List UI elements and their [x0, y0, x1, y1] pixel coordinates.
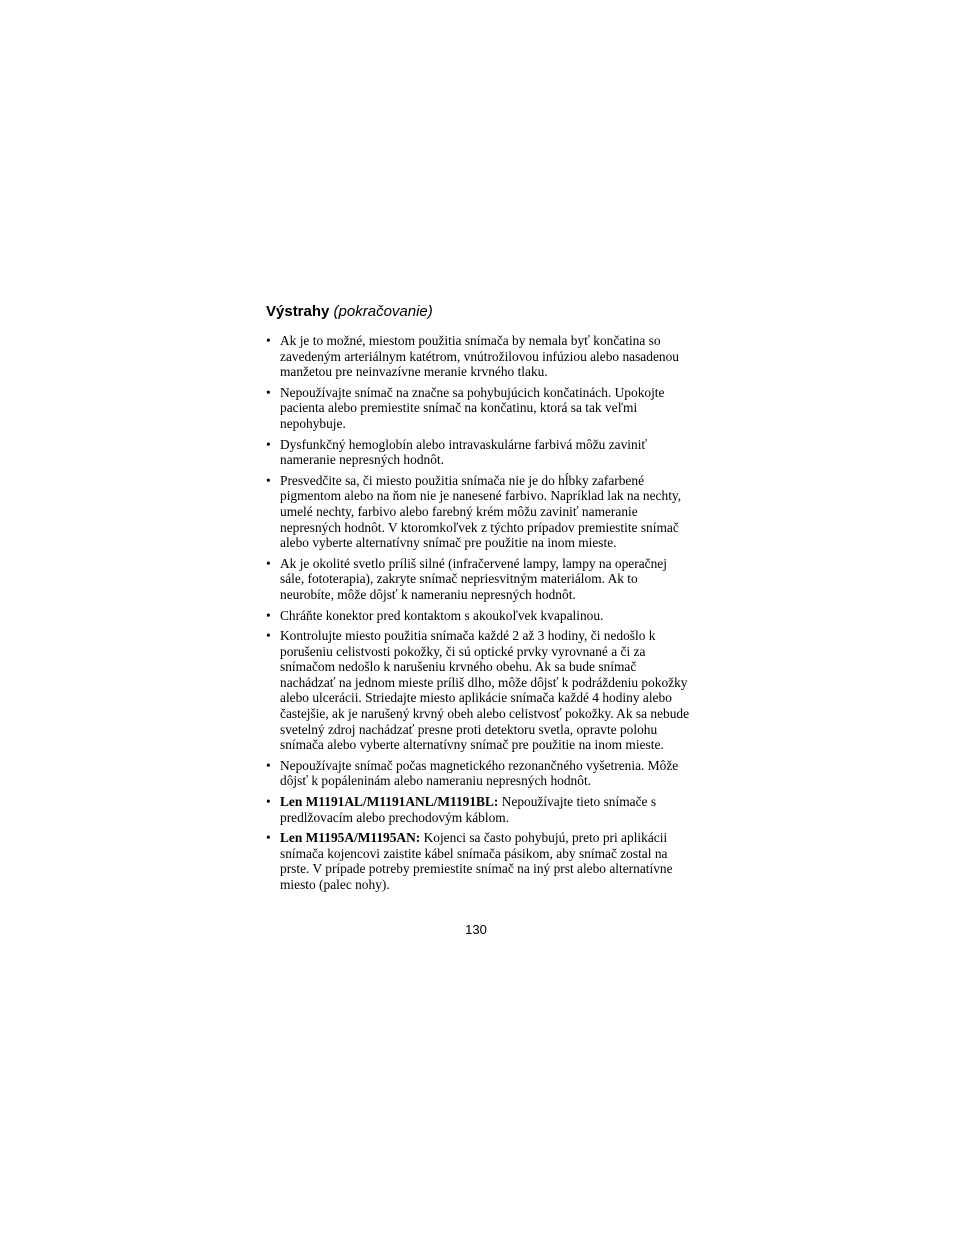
warning-item	[266, 437, 690, 468]
warning-text: Dysfunkčný hemoglobín alebo intravaskulárne farbivá môžu zaviniť nameranie nepresných hodnôt.	[280, 436, 648, 468]
warning-text: Nepoužívajte tieto snímače s predlžovacím alebo prechodovým káblom.	[280, 794, 657, 825]
page-number: 130	[465, 922, 487, 937]
section-heading	[266, 303, 690, 321]
warning-item	[266, 608, 690, 624]
warning-item	[266, 758, 690, 789]
bullet-icon: •	[266, 555, 271, 571]
warnings-list	[266, 333, 690, 893]
warning-item	[266, 830, 690, 892]
warning-item	[266, 473, 690, 551]
heading-title: Výstrahy	[266, 303, 330, 320]
warning-text: Ak je okolité svetlo príliš silné (infračervené lampy, lampy na operačnej sále, fototerapia), zakryte snímač nepriesvitným materiálom. Ak to neurobíte, môže dôjsť k nameraniu nepresných hodnôt.	[280, 555, 667, 602]
bullet-icon: •	[266, 472, 271, 488]
warning-item	[266, 385, 690, 432]
warning-text: Nepoužívajte snímač počas magnetického rezonančného vyšetrenia. Môže dôjsť k popáleninám alebo nameraniu nepresných hodnôt.	[280, 757, 679, 789]
bullet-icon: •	[266, 607, 271, 623]
bullet-icon: •	[266, 384, 271, 400]
warning-text: Ak je to možné, miestom použitia snímača by nemala byť končatina so zavedeným arteriálnym katétrom, vnútrožilovou infúziou alebo nasadenou manžetou pre neinvazívne meranie krvného tlaku.	[280, 333, 679, 380]
warning-text: Chráňte konektor pred kontaktom s akoukoľvek kvapalinou.	[280, 607, 604, 623]
warning-item	[266, 556, 690, 603]
warning-lead: Len M1195A/M1195AN:	[280, 830, 421, 846]
warning-item	[266, 333, 690, 380]
bullet-icon: •	[266, 628, 271, 644]
bullet-icon: •	[266, 333, 271, 348]
warning-lead: Len M1191AL/M1191ANL/M1191BL:	[280, 794, 499, 810]
warning-text: Kojenci sa často pohybujú, preto pri aplikácii snímača kojencovi zaistite kábel snímača pásikom, aby snímač zostal na prste. V prípade potreby premiestite snímač na iný prst alebo alternatívne miesto (palec nohy).	[280, 830, 673, 892]
bullet-icon: •	[266, 830, 271, 846]
warning-text: Nepoužívajte snímač na značne sa pohybujúcich končatinách. Upokojte pacienta alebo premiestite snímač na končatinu, ktorá sa tak veľmi nepohybuje.	[280, 384, 665, 431]
warning-item	[266, 794, 690, 825]
bullet-icon: •	[266, 436, 271, 452]
warning-item	[266, 628, 690, 753]
warning-text: Kontrolujte miesto použitia snímača každé 2 až 3 hodiny, či nedošlo k porušeniu celistvosti pokožky, či sú optické prvky vyrovnané a či za snímačom nedošlo k narušeniu krvného obehu. Ak sa bude snímač nachádzať na jednom mieste príliš dlho, môže dôjsť k podráždeniu pokožky alebo ulcerácii. Striedajte miesto aplikácie snímača každé 4 hodiny alebo častejšie, ak je narušený krvný obeh alebo celistvosť pokožky. Ak sa nebude svetelný zdroj nachádzať presne proti detektoru svetla, opravte polohu snímača alebo vyberte alternatívny snímač pre použitie na inom mieste.	[280, 628, 690, 753]
bullet-icon: •	[266, 757, 271, 773]
bullet-icon: •	[266, 794, 271, 810]
document-page	[266, 303, 690, 898]
heading-subtitle: (pokračovanie)	[333, 303, 433, 320]
warning-text: Presvedčite sa, či miesto použitia snímača nie je do hĺbky zafarbené pigmentom alebo na ňom nie je nanesené farbivo. Napríklad lak na nechty, umelé nechty, farbivo alebo farebný krém môžu zaviniť nameranie nepresných hodnôt. V ktoromkoľvek z týchto prípadov premiestite snímač alebo vyberte alternatívny snímač pre použitie na inom mieste.	[280, 472, 682, 551]
